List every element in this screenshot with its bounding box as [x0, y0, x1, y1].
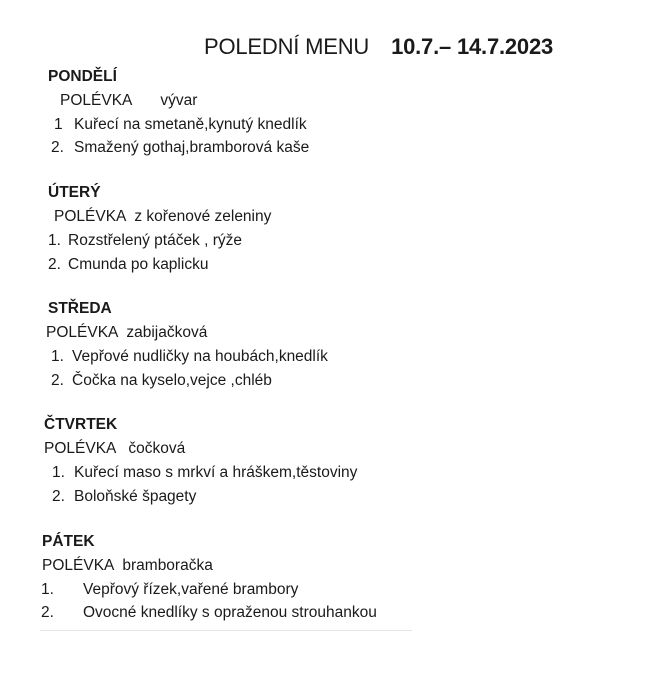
- soup-label: POLÉVKA: [46, 324, 119, 341]
- soup-label: POLÉVKA: [44, 440, 117, 457]
- soup-line-thursday: [44, 440, 185, 458]
- soup-line-monday: [60, 92, 197, 110]
- soup-name: zabijačková: [126, 324, 208, 341]
- dish-number: 2.: [51, 139, 64, 156]
- soup-line-friday: [42, 557, 213, 575]
- dish-text: Kuřecí na smetaně,kynutý knedlík: [74, 116, 307, 133]
- dish-text: Vepřový řízek,vařené brambory: [83, 581, 299, 598]
- dish-monday-1: [54, 116, 307, 134]
- soup-label: POLÉVKA: [60, 92, 133, 109]
- dish-text: Kuřecí maso s mrkví a hráškem,těstoviny: [74, 464, 358, 481]
- dish-number: 1: [54, 116, 63, 133]
- soup-name: bramboračka: [122, 557, 213, 574]
- dish-text: Boloňské špagety: [74, 488, 197, 505]
- dish-number: 2.: [52, 488, 65, 505]
- title-text: POLEDNÍ MENU: [204, 34, 370, 59]
- dish-wednesday-2: [51, 372, 272, 390]
- dish-monday-2: [51, 139, 309, 157]
- dish-number: 1.: [41, 581, 54, 598]
- soup-label: POLÉVKA: [54, 208, 127, 225]
- dish-text: Čočka na kyselo,vejce ,chléb: [72, 372, 272, 389]
- page-title: [204, 34, 553, 60]
- dish-friday-2: [41, 604, 377, 622]
- day-heading-thursday: ČTVRTEK: [44, 416, 118, 433]
- dish-thursday-2: [52, 488, 196, 506]
- dish-number: 2.: [48, 256, 61, 273]
- dish-text: Vepřové nudličky na houbách,knedlík: [72, 348, 328, 365]
- dish-wednesday-1: [51, 348, 328, 366]
- day-heading-tuesday: ÚTERÝ: [48, 184, 101, 201]
- dish-tuesday-1: [48, 232, 242, 250]
- soup-name: z kořenové zeleniny: [134, 208, 272, 225]
- title-dates: 10.7.– 14.7.2023: [391, 34, 554, 59]
- dish-friday-1: [41, 581, 298, 599]
- day-heading-wednesday: STŘEDA: [48, 300, 112, 317]
- dish-thursday-1: [52, 464, 357, 482]
- dish-number: 1.: [48, 232, 61, 249]
- dish-number: 2.: [51, 372, 64, 389]
- dish-number: 1.: [51, 348, 64, 365]
- dish-tuesday-2: [48, 256, 208, 274]
- dish-number: 2.: [41, 604, 54, 621]
- dish-text: Rozstřelený ptáček , rýže: [68, 232, 243, 249]
- soup-name: čočková: [128, 440, 186, 457]
- soup-name: vývar: [160, 92, 198, 109]
- dish-number: 1.: [52, 464, 65, 481]
- dish-text: Cmunda po kaplicku: [68, 256, 209, 273]
- dish-text: Smažený gothaj,bramborová kaše: [74, 139, 310, 156]
- day-heading-friday: PÁTEK: [42, 533, 95, 550]
- dish-text: Ovocné knedlíky s opraženou strouhankou: [83, 604, 377, 621]
- soup-line-wednesday: [46, 324, 207, 342]
- day-heading-monday: PONDĚLÍ: [48, 68, 117, 85]
- faint-divider: [40, 630, 412, 631]
- soup-line-tuesday: [54, 208, 271, 226]
- soup-label: POLÉVKA: [42, 557, 115, 574]
